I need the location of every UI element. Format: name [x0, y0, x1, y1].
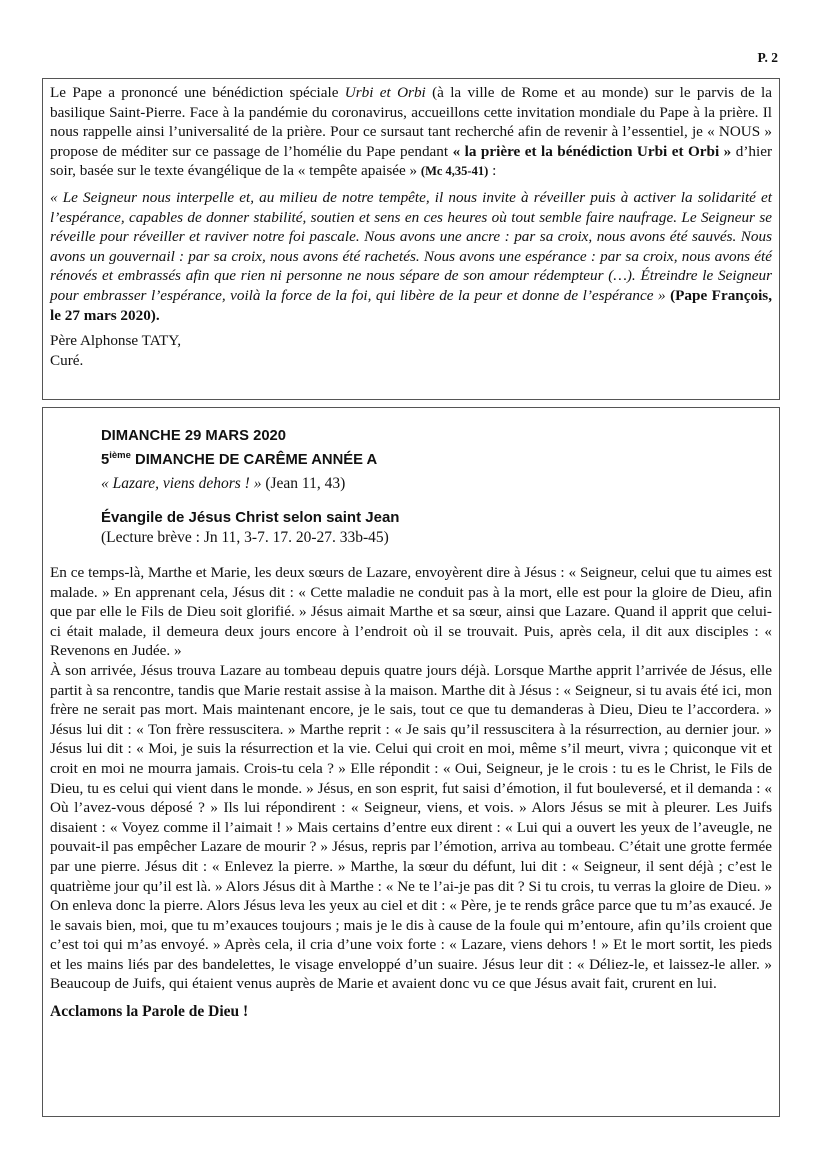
gospel-box: [42, 407, 780, 1117]
sunday-date: DIMANCHE 29 MARS 2020: [101, 428, 287, 444]
intro-text-5: d’hier soir, basée sur le texte évangélique de la « tempête apaisée »: [50, 142, 772, 180]
reading-reference: (Lecture brève : Jn 11, 3-7. 17. 20-27. 33b-45): [101, 529, 389, 546]
gospel-header: [50, 426, 772, 548]
gospel-paragraph-2: À son arrivée, Jésus trouva Lazare au tombeau depuis quatre jours déjà. Lorsque Marthe apprit l’arrivée de Jésus, elle partit à sa rencontre, tandis que Marie restait assise à la maison. Marthe dit à Jésus : « Seigneur, si tu avais été ici, mon frère ne serait pas mort. Mais maintenant encore, je le sais, tout ce que tu demanderas à Dieu, Dieu te l’accordera. » Jésus lui dit : « Ton frère ressuscitera. » Marthe reprit : « Je sais qu’il ressuscitera à la résurrection, au dernier jour. » Jésus lui dit : « Moi, je suis la résurrection et la vie. Celui qui croit en moi, même s’il meurt, vivra ; quiconque vit et croit en moi ne mourra jamais. Crois-tu cela ? » Elle répondit : « Oui, Seigneur, je le crois : tu es le Christ, le Fils de Dieu, tu es celui qui vient dans le monde. » Jésus, en son esprit, fut saisi d’émotion, il fut bouleversé, et il demanda : « Où l’avez-vous déposé ? » Ils lui répondirent : « Seigneur, viens, et vois. » Alors Jésus se mit à pleurer. Les Juifs disaient : « Voyez comme il l’aimait ! » Mais certains d’entre eux dirent : « Lui qui a ouvert les yeux de l’aveugle, ne pouvait-il pas empêcher Lazare de mourir ? » Jésus, repris par l’émotion, arriva au tombeau. C’était une grotte fermée par une pierre. Jésus dit : « Enlevez la pierre. » Marthe, la sœur du défunt, lui dit : « Seigneur, il sent déjà ; c’est le quatrième jour qu’il est là. » Alors Jésus dit à Marthe : « Ne te l’ai-je pas dit ? Si tu crois, tu verras la gloire de Dieu. » On enleva donc la pierre. Alors Jésus leva les yeux au ciel et dit : « Père, je te rends grâce parce que tu m’as exaucé. Je le savais bien, moi, que tu m’exauces toujours ; mais je le dis à cause de la foule qui m’entoure, afin qu’ils croient que c’est toi qui m’as envoyé. » Après cela, il cria d’une voix forte : « Lazare, viens dehors ! » Et le mort sortit, les pieds et les mains liés par des bandelettes, le visage enveloppé d’un suaire. Jésus leur dit : « Déliez-le, et laissez-le aller. » Beaucoup de Juifs, qui étaient venus auprès de Marie et avaient donc vu ce que Jésus avait fait, crurent en lui.: [50, 661, 772, 993]
pope-quote: [50, 188, 772, 325]
pope-quote-source: (Pape François, le 27 mars 2020).: [50, 286, 773, 324]
acclamation: Acclamons la Parole de Dieu !: [50, 1003, 249, 1021]
page-number: P. 2: [757, 50, 778, 65]
intro-box: [42, 78, 780, 400]
liturgical-sunday: [101, 446, 772, 470]
intro-paragraph: [50, 83, 772, 182]
intro-text-1: Le Pape a prononcé une bénédiction spéciale: [50, 84, 345, 101]
signature: Père Alphonse TATY,: [50, 332, 182, 350]
signature-role: Curé.: [50, 351, 84, 369]
gospel-subtitle: [101, 473, 772, 494]
sunday-number: 5: [101, 452, 110, 468]
subtitle-quote: « Lazare, viens dehors ! »: [101, 475, 262, 492]
sunday-superscript: ième: [109, 450, 131, 461]
gospel-paragraph-1: En ce temps-là, Marthe et Marie, les deux sœurs de Lazare, envoyèrent dire à Jésus : « Seigneur, celui que tu aimes est malade. » En apprenant cela, Jésus dit : « Cette maladie ne conduit pas à la mort, elle est pour la gloire de Dieu, afin que par elle le Fils de Dieu soit glorifié. » Jésus aimait Marthe et sa sœur, ainsi que Lazare. Quand il apprit que celui-ci était malade, il demeura deux jours encore à l’endroit où il se trouvait. Puis, après cela, il dit aux disciples : « Revenons en Judée. »: [50, 564, 772, 660]
subtitle-ref: (Jean 11, 43): [261, 475, 346, 492]
intro-text-7: :: [488, 162, 497, 180]
blessing-title: « la prière et la bénédiction Urbi et Orbi »: [452, 142, 732, 160]
pope-quote-text: « Le Seigneur nous interpelle et, au milieu de notre tempête, il nous invite à réveiller puis à activer la solidarité et l’espérance, capables de donner stabilité, soutien et sens en ces heures où tout semble faire naufrage. Le Seigneur se réveille pour réveiller et raviver notre foi pascale. Nous avons une ancre : par sa croix, nous avons été sauvés. Nous avons un gouvernail : par sa croix, nous avons été rachetés. Nous avons une espérance : par sa croix, nous avons été rénovés et embrassés afin que rien ni personne ne nous sépare de son amour rédempteur (…). Étreindre le Seigneur pour embrasser l’espérance, voilà la force de la foi, qui libère de la peur et donne de l’espérance »: [50, 188, 772, 304]
urbi-et-orbi-italic: Urbi et Orbi: [344, 84, 426, 101]
intro-text-3: (à la ville de Rome et au monde) sur le parvis de la basilique Saint-Pierre. Face à la pandémie du coronavirus, accueillons cette invitation mondiale du Pape à la prière. Il nous rappelle ainsi l’universalité de la prière. Pour ce sursaut tant recherché afin de revenir à l’essentiel, je « NOUS » propose de méditer sur ce passage de l’homélie du Pape pendant: [50, 84, 772, 160]
sunday-label: DIMANCHE DE CARÊME ANNÉE A: [130, 452, 378, 468]
gospel-title: Évangile de Jésus Christ selon saint Jean: [101, 509, 400, 526]
mark-reference: (Mc 4,35-41): [420, 164, 489, 179]
